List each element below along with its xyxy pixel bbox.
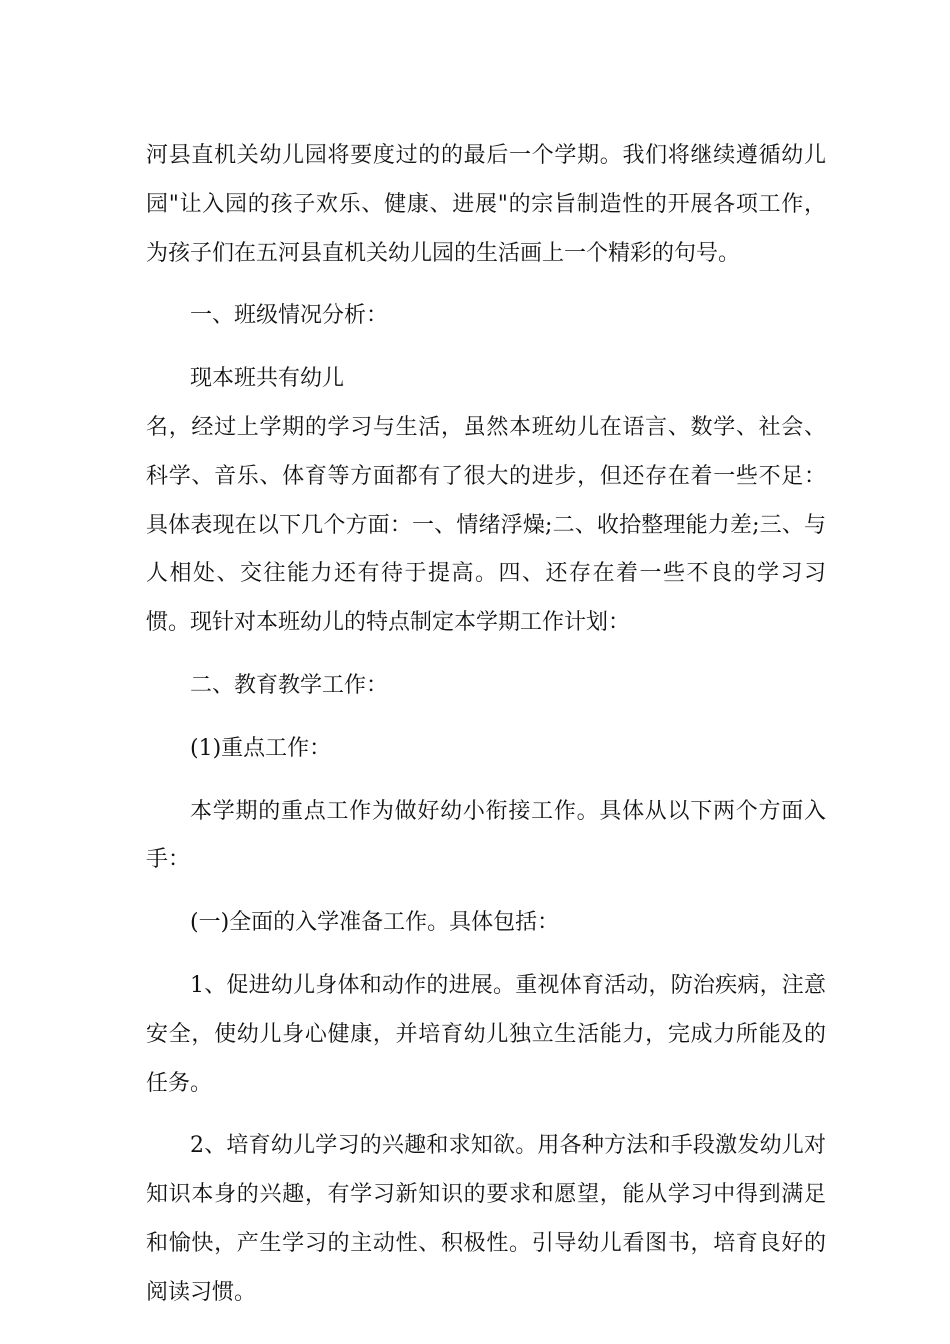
paragraph-class-analysis: 名，经过上学期的学习与生活，虽然本班幼儿在语言、数学、社会、科学、音乐、体育等方面都有了很大的进步，但还存在着一些不足：具体表现在以下几个方面：一、情绪浮燥;二、收拾整理能力差;三、与人相处、交往能力还有待于提高。四、还存在着一些不良的学习习惯。现针对本班幼儿的特点制定本学期工作计划：	[146, 414, 826, 636]
paragraph-item-1: 1、促进幼儿身体和动作的进展。重视体育活动，防治疾病，注意安全，使幼儿身心健康，并培育幼儿独立生活能力，完成力所能及的任务。	[146, 972, 826, 1096]
paragraph-item-2: 2、培育幼儿学习的兴趣和求知欲。用各种方法和手段激发幼儿对知识本身的兴趣，有学习新知识的要求和愿望，能从学习中得到满足和愉快，产生学习的主动性、积极性。引导幼儿看图书，培育良好的阅读习惯。	[146, 1133, 826, 1305]
paragraph-intro-continued: 河县直机关幼儿园将要度过的的最后一个学期。我们将继续遵循幼儿园"让入园的孩子欢乐、健康、进展"的宗旨制造性的开展各项工作，为孩子们在五河县直机关幼儿园的生活画上一个精彩的句号。	[146, 143, 826, 266]
heading-class-analysis: 一、班级情况分析：	[190, 303, 389, 329]
paragraph-class-size: 现本班共有幼儿	[190, 366, 345, 392]
heading-education-work: 二、教育教学工作：	[190, 672, 389, 698]
paragraph-key-work: 本学期的重点工作为做好幼小衔接工作。具体从以下两个方面入手：	[146, 798, 826, 873]
document-body	[146, 132, 826, 1332]
heading-school-preparation: (一)全面的入学准备工作。具体包括：	[190, 910, 560, 936]
heading-key-work: (1)重点工作：	[190, 735, 332, 761]
